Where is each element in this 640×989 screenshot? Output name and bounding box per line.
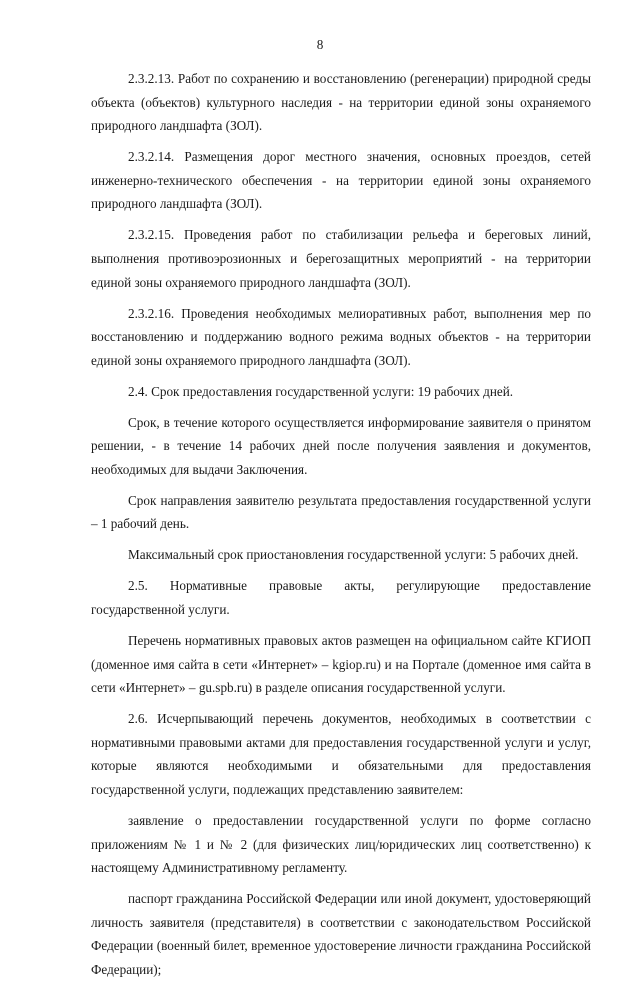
paragraph-2-3-2-14: 2.3.2.14. Размещения дорог местного значения, основных проездов, сетей инженерно-технического обеспечения - на территории единой зоны охраняемого природного ландшафта (ЗОЛ). (91, 149, 591, 212)
paragraph-inform-term: Срок, в течение которого осуществляется информирование заявителя о принятом решении, - в течение 14 рабочих дней после получения заявления и документов, необходимых для выдачи Заключения. (91, 414, 591, 477)
document-body (91, 67, 591, 989)
paragraph-legal-acts-list: Перечень нормативных правовых актов размещен на официальном сайте КГИОП (доменное имя сайта в сети «Интернет» – kgiop.ru) и на Портале (доменное имя сайта в сети «Интернет» – gu.spb.ru) в разделе описания государственной услуги. (91, 632, 591, 696)
paragraph-2-3-2-15: 2.3.2.15. Проведения работ по стабилизации рельефа и береговых линий, выполнения противоэрозионных и берегозащитных мероприятий - на территории единой зоны охраняемого природного ландшафта (ЗОЛ). (91, 227, 591, 290)
paragraph-result-term: Срок направления заявителю результата предоставления государственной услуги – 1 рабочий день. (91, 492, 591, 532)
paragraph-2-5: 2.5. Нормативные правовые акты, регулирующие предоставление государственной услуги. (91, 578, 591, 617)
paragraph-2-6: 2.6. Исчерпывающий перечень документов, необходимых в соответствии с нормативными правовыми актами для предоставления государственной услуги и услуг, которые являются необходимыми и обязательными для предоставления государственной услуги, подлежащих представлению заявителем: (91, 711, 591, 797)
paragraph-2-3-2-16: 2.3.2.16. Проведения необходимых мелиоративных работ, выполнения мер по восстановлению и поддержанию водного режима водных объектов - на территории единой зоны охраняемого природного ландшафта (ЗОЛ). (91, 305, 591, 368)
page-number: 8 (316, 37, 324, 52)
paragraph-2-3-2-13: 2.3.2.13. Работ по сохранению и восстановлению (регенерации) природной среды объекта (объектов) культурного наследия - на территории единой зоны охраняемого природного ландшафта (ЗОЛ). (91, 71, 591, 134)
paragraph-passport: паспорт гражданина Российской Федерации или иной документ, удостоверяющий личность заявителя (представителя) в соответствии с законодательством Российской Федерации (военный билет, временное удостоверение личности гражданина Российской Федерации); (91, 891, 591, 977)
paragraph-suspension-term: Максимальный срок приостановления государственной услуги: 5 рабочих дней. (128, 547, 579, 563)
paragraph-application: заявление о предоставлении государственной услуги по форме согласно приложениям № 1 и № 2 (для физических лиц/юридических лиц соответственно) к настоящему Административному регламенту. (91, 812, 591, 876)
paragraph-2-4: 2.4. Срок предоставления государственной услуги: 19 рабочих дней. (128, 383, 514, 399)
